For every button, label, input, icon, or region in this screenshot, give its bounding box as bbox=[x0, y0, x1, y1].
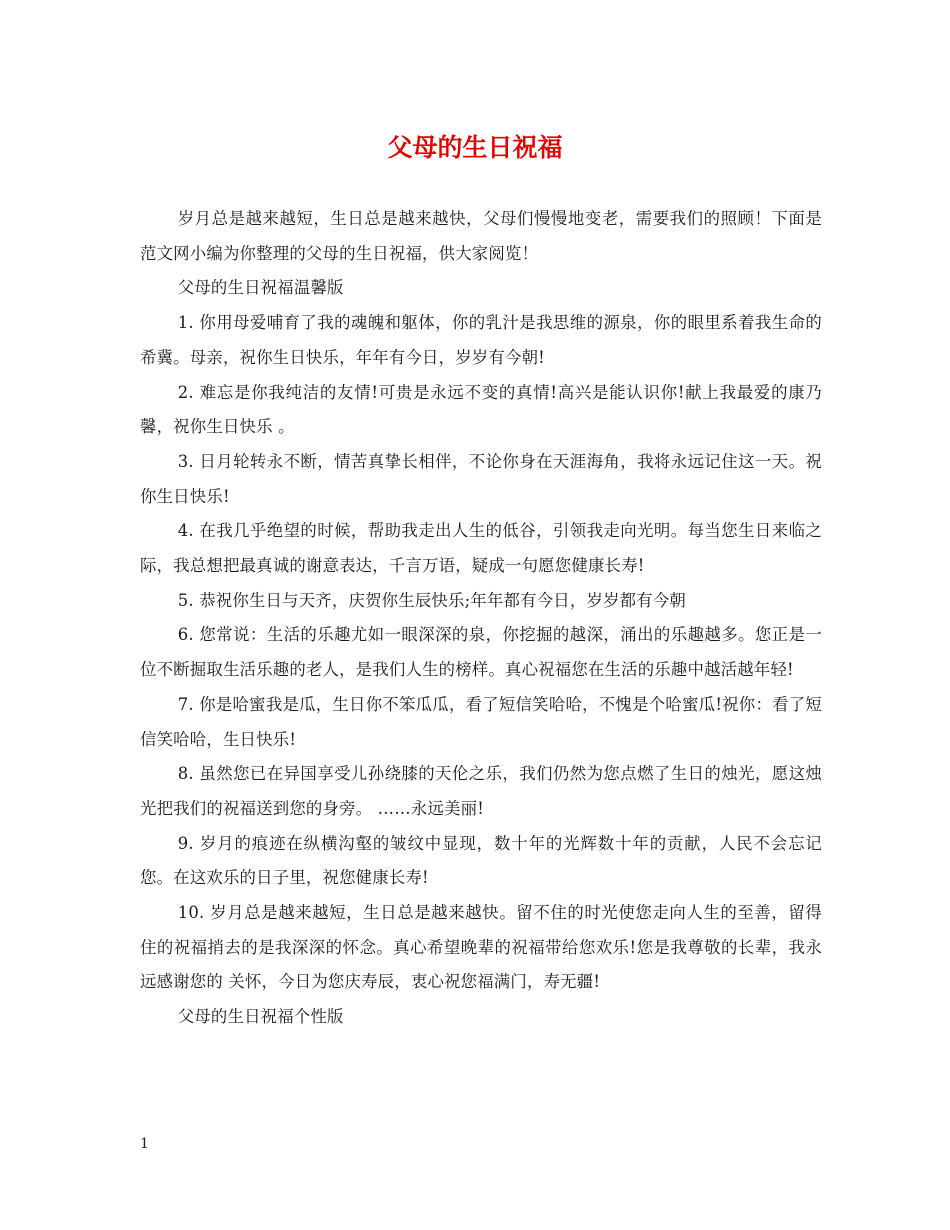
page-number: 1 bbox=[140, 1136, 149, 1152]
wish-item-7: 7. 你是哈蜜我是瓜，生日你不笨瓜瓜，看了短信笑哈哈，不愧是个哈蜜瓜!祝你：看了短信笑哈哈，生日快乐! bbox=[140, 694, 822, 749]
wish-item-2: 2. 难忘是你我纯洁的友情!可贵是永远不变的真情!高兴是能认识你!献上我最爱的康乃馨，祝你生日快乐 。 bbox=[140, 382, 822, 437]
wish-item-10: 10. 岁月总是越来越短，生日总是越来越快。留不住的时光使您走向人生的至善，留得住的祝福捎去的是我深深的怀念。真心希望晚辈的祝福带给您欢乐!您是我尊敬的长辈，我永远感谢您的 关怀，今日为您庆寿辰，衷心祝您福满门，寿无疆! bbox=[140, 903, 822, 992]
document-body bbox=[140, 202, 822, 1035]
intro-paragraph: 岁月总是越来越短，生日总是越来越快，父母们慢慢地变老，需要我们的照顾！下面是范文网小编为你整理的父母的生日祝福，供大家阅览！ bbox=[140, 209, 822, 263]
wish-item-1: 1. 你用母爱哺育了我的魂魄和躯体，你的乳汁是我思维的源泉，你的眼里系着我生命的希冀。母亲，祝你生日快乐，年年有今日，岁岁有今朝! bbox=[140, 313, 822, 367]
wish-item-3: 3. 日月轮转永不断，情苦真挚长相伴，不论你身在天涯海角，我将永远记住这一天。祝你生日快乐! bbox=[140, 451, 822, 506]
wish-item-4: 4. 在我几乎绝望的时候，帮助我走出人生的低谷，引领我走向光明。每当您生日来临之际，我总想把最真诚的谢意表达，千言万语，疑成一句愿您健康长寿! bbox=[140, 521, 822, 576]
wish-item-6: 6. 您常说：生活的乐趣尤如一眼深深的泉，你挖掘的越深，涌出的乐趣越多。您正是一位不断掘取生活乐趣的老人，是我们人生的榜样。真心祝福您在生活的乐趣中越活越年轻! bbox=[140, 625, 822, 680]
section-heading-warm: 父母的生日祝福温馨版 bbox=[177, 278, 344, 298]
wish-item-9: 9. 岁月的痕迹在纵横沟壑的皱纹中显现，数十年的光辉数十年的贡献，人民不会忘记您。在这欢乐的日子里，祝您健康长寿! bbox=[140, 833, 822, 888]
wish-item-8: 8. 虽然您已在异国享受儿孙绕膝的天伦之乐，我们仍然为您点燃了生日的烛光，愿这烛光把我们的祝福送到您的身旁。 ……永远美丽! bbox=[140, 764, 822, 818]
page-title: 父母的生日祝福 bbox=[387, 133, 563, 162]
section-heading-personal: 父母的生日祝福个性版 bbox=[177, 1007, 344, 1027]
wish-item-5: 5. 恭祝你生日与天齐，庆贺你生辰快乐;年年都有今日，岁岁都有今朝 bbox=[177, 590, 687, 610]
